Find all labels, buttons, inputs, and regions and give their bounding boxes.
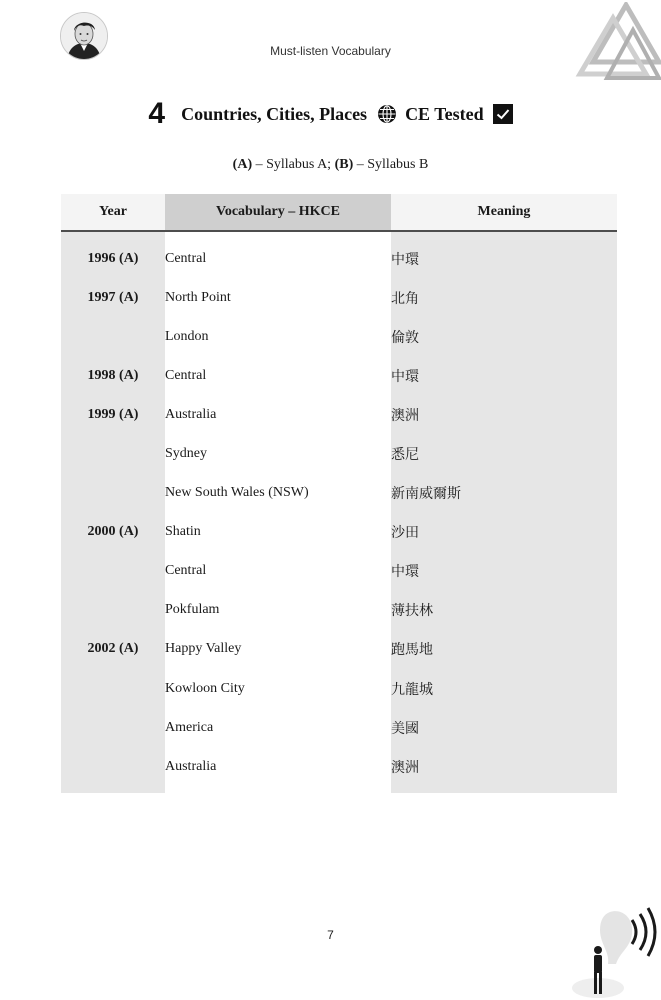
legend-b-tag: (B)	[334, 157, 354, 172]
year-cell: 2000 (A)	[61, 513, 165, 552]
meaning-cell: 中環	[391, 356, 617, 395]
chapter-heading	[0, 92, 661, 136]
table-row	[61, 747, 617, 793]
table-row	[61, 513, 617, 552]
table-row	[61, 434, 617, 473]
vocabulary-cell: Central	[165, 231, 391, 278]
year-cell	[61, 708, 165, 747]
year-cell	[61, 747, 165, 793]
meaning-cell: 薄扶林	[391, 591, 617, 630]
meaning-cell: 澳洲	[391, 747, 617, 793]
ce-tested-label: CE Tested	[405, 103, 484, 124]
table-header-row	[61, 194, 617, 231]
vocabulary-cell: Kowloon City	[165, 669, 391, 708]
table-row	[61, 356, 617, 395]
meaning-cell: 沙田	[391, 513, 617, 552]
meaning-cell: 澳洲	[391, 395, 617, 434]
vocabulary-cell: Central	[165, 356, 391, 395]
legend-b-text: – Syllabus B	[353, 157, 429, 172]
vocabulary-cell: London	[165, 317, 391, 356]
year-cell	[61, 591, 165, 630]
meaning-cell: 九龍城	[391, 669, 617, 708]
table-row	[61, 708, 617, 747]
table-row	[61, 317, 617, 356]
listening-figure-icon	[570, 904, 661, 1000]
triangle-logo-icon	[571, 2, 661, 80]
running-header: Must-listen Vocabulary	[270, 44, 391, 58]
year-cell	[61, 474, 165, 513]
legend-a-text: – Syllabus A;	[252, 157, 335, 172]
meaning-cell: 新南威爾斯	[391, 474, 617, 513]
vocabulary-cell: Happy Valley	[165, 630, 391, 669]
vocabulary-cell: America	[165, 708, 391, 747]
header-year: Year	[61, 194, 165, 231]
table-row	[61, 231, 617, 278]
vocabulary-cell: Australia	[165, 747, 391, 793]
table-row	[61, 552, 617, 591]
year-cell	[61, 434, 165, 473]
syllabus-legend	[0, 157, 661, 173]
year-cell: 1996 (A)	[61, 231, 165, 278]
table-row	[61, 395, 617, 434]
meaning-cell: 北角	[391, 278, 617, 317]
year-cell	[61, 552, 165, 591]
meaning-cell: 跑馬地	[391, 630, 617, 669]
meaning-cell: 悉尼	[391, 434, 617, 473]
legend-a-tag: (A)	[232, 157, 253, 172]
year-cell: 2002 (A)	[61, 630, 165, 669]
meaning-cell: 倫敦	[391, 317, 617, 356]
vocabulary-cell: North Point	[165, 278, 391, 317]
table-row	[61, 474, 617, 513]
vocabulary-cell: Australia	[165, 395, 391, 434]
table-row	[61, 278, 617, 317]
page-number: 7	[327, 928, 334, 942]
chapter-number: 4	[148, 97, 166, 130]
meaning-cell: 中環	[391, 231, 617, 278]
year-cell: 1997 (A)	[61, 278, 165, 317]
year-cell: 1999 (A)	[61, 395, 165, 434]
year-cell	[61, 317, 165, 356]
year-cell: 1998 (A)	[61, 356, 165, 395]
chapter-title: Countries, Cities, Places	[181, 103, 368, 124]
globe-icon	[377, 104, 397, 124]
vocabulary-cell: Central	[165, 552, 391, 591]
vocabulary-cell: Shatin	[165, 513, 391, 552]
table-row	[61, 630, 617, 669]
vocabulary-table	[61, 194, 617, 793]
header-vocabulary: Vocabulary – HKCE	[165, 194, 391, 231]
header-meaning: Meaning	[391, 194, 617, 231]
year-cell	[61, 669, 165, 708]
checkbox-checked-icon	[493, 104, 513, 124]
meaning-cell: 美國	[391, 708, 617, 747]
vocabulary-cell: Pokfulam	[165, 591, 391, 630]
meaning-cell: 中環	[391, 552, 617, 591]
table-row	[61, 591, 617, 630]
table-row	[61, 669, 617, 708]
vocabulary-cell: New South Wales (NSW)	[165, 474, 391, 513]
vocabulary-cell: Sydney	[165, 434, 391, 473]
